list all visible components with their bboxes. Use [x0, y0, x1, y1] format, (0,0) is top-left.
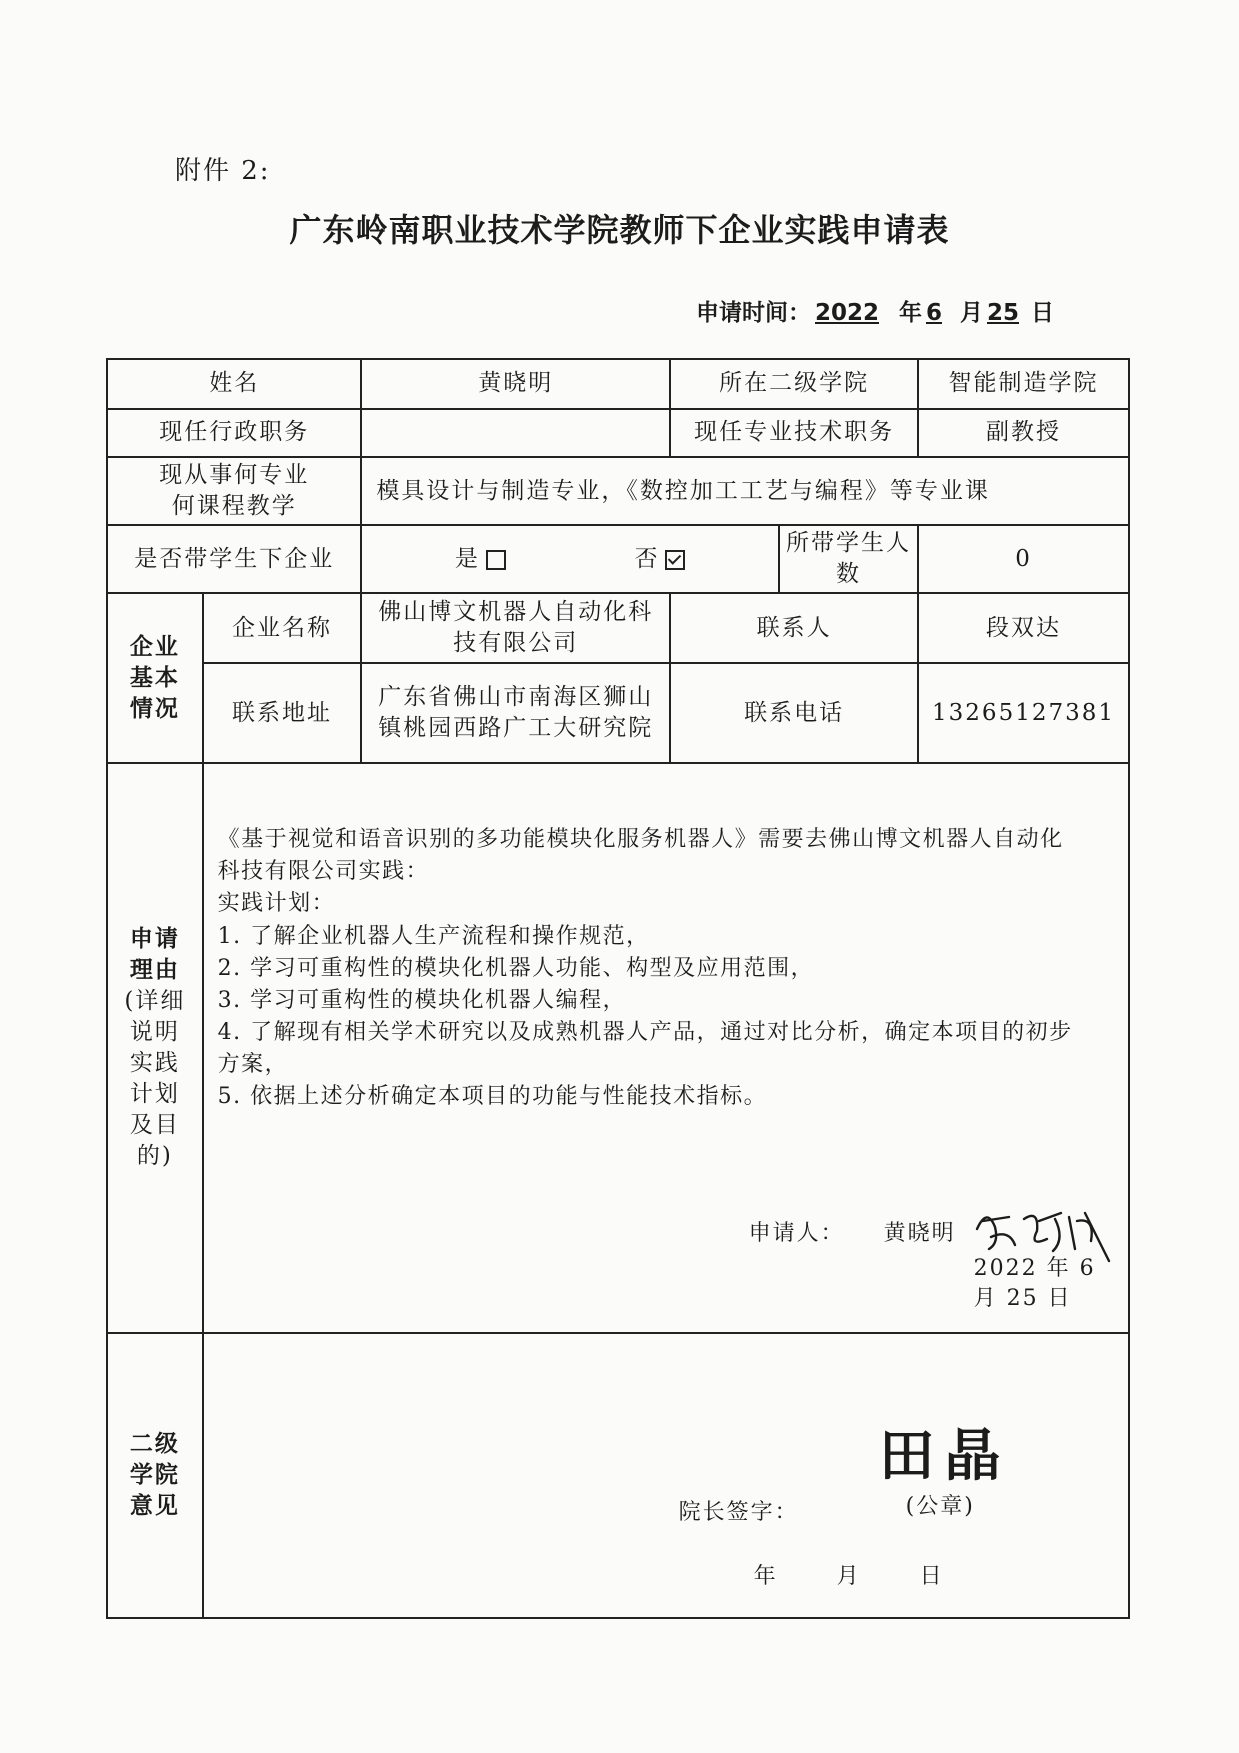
enterprise-section-line: 基本: [129, 664, 180, 691]
reason-label-line: 计划: [129, 1081, 180, 1108]
reason-label-line: (详细: [124, 988, 186, 1015]
contact-label: 联系人: [670, 593, 918, 663]
yes-label: 是: [454, 545, 480, 572]
application-table: [106, 358, 1130, 1619]
opinion-label-line: 学院: [129, 1462, 180, 1489]
reason-label-line: 实践: [129, 1050, 180, 1077]
apply-day: 25: [987, 300, 1020, 326]
page-title: 广东岭南职业技术学院教师下企业实践申请表: [289, 211, 950, 249]
admin-post-value: [361, 409, 670, 457]
no-checkbox[interactable]: [665, 550, 685, 570]
reason-line: 4. 了解现有相关学术研究以及成熟机器人产品，通过对比分析，确定本项目的初步: [217, 1019, 1073, 1045]
phone-value: 13265127381: [918, 663, 1129, 763]
yes-checkbox[interactable]: [486, 550, 506, 570]
reason-label-line: 及目: [129, 1112, 180, 1139]
enterprise-section-label: [107, 593, 203, 763]
teaching-value: 模具设计与制造专业，《数控加工工艺与编程》等专业课: [361, 457, 1129, 525]
reason-line: 实践计划：: [217, 891, 336, 917]
no-label: 否: [634, 545, 660, 572]
reason-content: [203, 763, 1129, 1333]
reason-label-line: 说明: [129, 1019, 180, 1046]
apply-date: [696, 294, 1054, 327]
enterprise-section-line: 企业: [129, 633, 180, 660]
teaching-label: [107, 457, 361, 525]
reason-body: [218, 824, 1122, 1113]
name-label: 姓名: [107, 359, 361, 409]
reason-label-line: 的): [136, 1143, 173, 1170]
phone-label: 联系电话: [670, 663, 918, 763]
reason-line: 方案，: [217, 1051, 289, 1077]
name-value: 黄晓明: [361, 359, 670, 409]
apply-month: 6: [926, 300, 943, 326]
enterprise-section-line: 情况: [129, 695, 180, 722]
college-label: 所在二级学院: [670, 359, 918, 409]
address-label: 联系地址: [203, 663, 362, 763]
year-char: 年: [899, 300, 922, 326]
teaching-label-line-1: 现从事何专业: [159, 462, 310, 488]
contact-value: 段双达: [918, 593, 1129, 663]
opinion-date: 年 月 日: [753, 1564, 944, 1590]
college-value: 智能制造学院: [918, 359, 1129, 409]
reason-line: 《基于视觉和语音识别的多功能模块化服务机器人》需要去佛山博文机器人自动化: [217, 827, 1064, 853]
apply-date-label: 申请时间：: [696, 300, 811, 326]
students-label: 是否带学生下企业: [107, 525, 361, 593]
apply-year: 2022: [815, 300, 880, 326]
tech-post-value: 副教授: [918, 409, 1129, 457]
reason-line: 科技有限公司实践：: [217, 859, 430, 885]
applicant-name: 黄晓明: [883, 1221, 956, 1247]
address-value: 广东省佛山市南海区狮山镇桃园西路广工大研究院: [361, 663, 670, 763]
reason-line: 3. 学习可重构性的模块化机器人编程，: [217, 987, 627, 1013]
enterprise-name-value: 佛山博文机器人自动化科技有限公司: [361, 593, 670, 663]
admin-post-label: 现任行政职务: [107, 409, 361, 457]
opinion-label-line: 二级: [129, 1431, 180, 1458]
student-count-label: 所带学生人数: [779, 525, 918, 593]
day-char: 日: [1031, 300, 1054, 326]
tech-post-label: 现任专业技术职务: [670, 409, 918, 457]
dean-sign-label: 院长签字：: [678, 1500, 799, 1526]
student-count-value: 0: [918, 525, 1129, 593]
teaching-label-line-2: 何课程教学: [171, 493, 297, 520]
seal-note: (公章): [905, 1494, 975, 1520]
opinion-content: [203, 1333, 1129, 1618]
reason-line: 2. 学习可重构性的模块化机器人功能、构型及应用范围，: [217, 955, 815, 981]
opinion-label-line: 意见: [129, 1493, 180, 1520]
dean-signature: 田晶: [878, 1424, 1011, 1490]
students-choice: [361, 525, 778, 593]
applicant-line: [749, 1219, 956, 1249]
application-sign-date: 2022 年 6 月 25 日: [973, 1256, 1096, 1311]
reason-label-line: 申请: [129, 926, 180, 952]
reason-label-line: 理由: [129, 957, 180, 984]
reason-line: 5. 依据上述分析确定本项目的功能与性能技术指标。: [217, 1084, 768, 1110]
attachment-label: 附件 2:: [175, 156, 271, 186]
applicant-label: 申请人：: [748, 1221, 845, 1247]
opinion-label: [107, 1333, 203, 1618]
reason-line: 1. 了解企业机器人生产流程和操作规范，: [217, 923, 650, 949]
enterprise-name-label: 企业名称: [203, 593, 362, 663]
reason-label: [107, 763, 203, 1333]
month-char: 月: [960, 300, 983, 326]
